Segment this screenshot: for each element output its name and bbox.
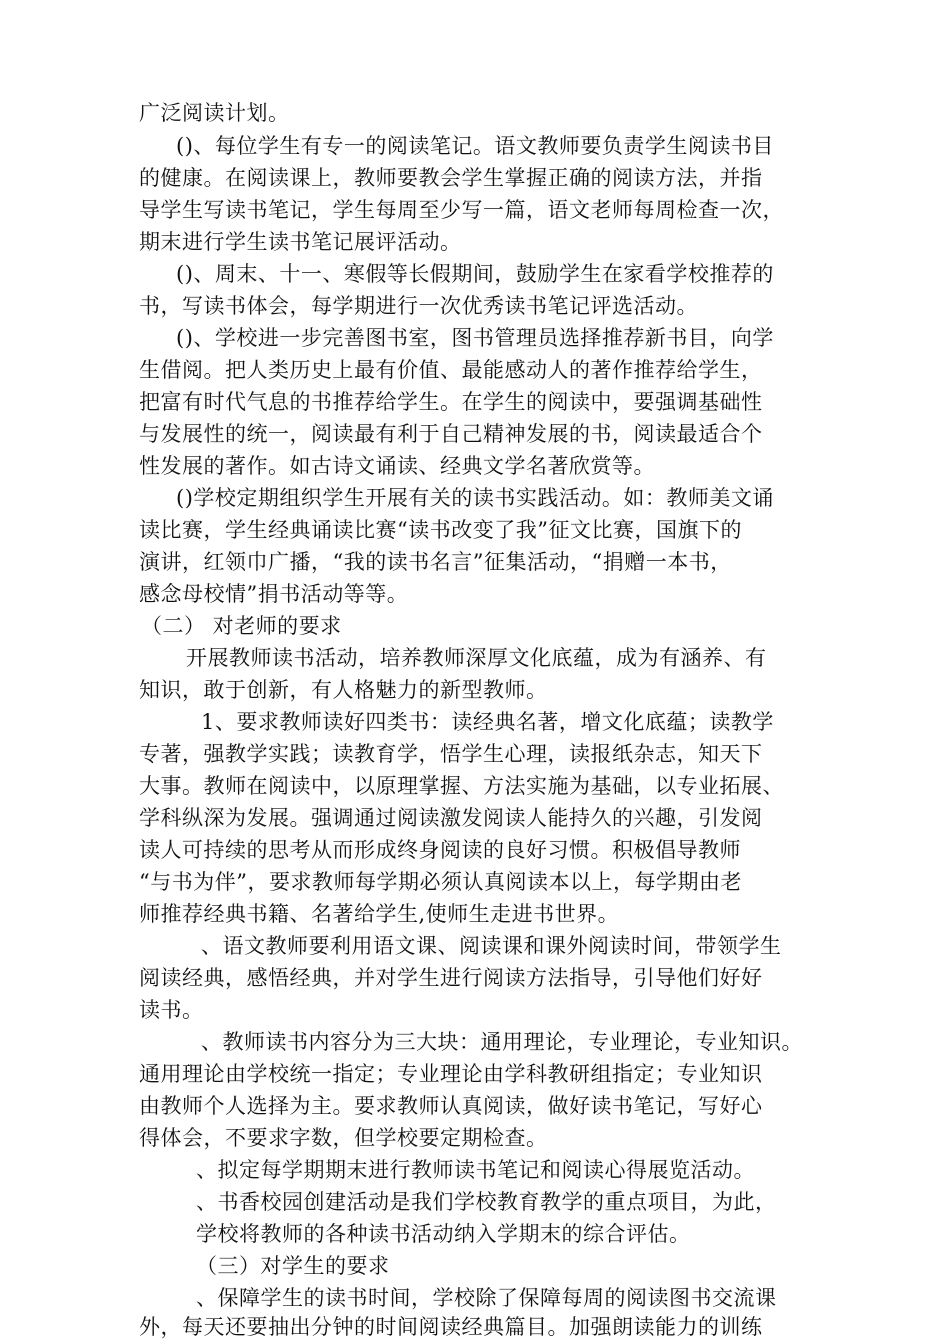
text-line: 通用理论由学校统一指定；专业理论由学科教研组指定；专业知识 xyxy=(139,1062,763,1086)
text-line: 把富有时代气息的书推荐给学生。在学生的阅读中，要强调基础性 xyxy=(139,390,763,414)
text-line: 生借阅。把人类历史上最有价值、最能感动人的著作推荐给学生， xyxy=(139,358,763,382)
text-line: 读书。 xyxy=(139,998,204,1022)
text-line: 与发展性的统一，阅读最有利于自己精神发展的书，阅读最适合个 xyxy=(139,422,763,446)
text-line: 性发展的著作。如古诗文诵读、经典文学名著欣赏等。 xyxy=(139,454,655,478)
text-line: 大事。教师在阅读中，以原理掌握、方法实施为基础，以专业拓展、 xyxy=(139,774,784,798)
text-line: 的健康。在阅读课上，教师要教会学生掌握正确的阅读方法，并指 xyxy=(139,166,763,190)
text-line: ()学校定期组织学生开展有关的读书实践活动。如：教师美文诵 xyxy=(176,486,774,510)
text-line: 外，每天还要抽出分钟的时间阅读经典篇目。加强朗读能力的训练 xyxy=(139,1315,763,1339)
text-line: 广泛阅读计划。 xyxy=(139,101,290,125)
text-line: 书，写读书体会，每学期进行一次优秀读书笔记评选活动。 xyxy=(139,294,698,318)
text-line: 期末进行学生读书笔记展评活动。 xyxy=(139,230,462,254)
text-line: 、拟定每学期期末进行教师读书笔记和阅读心得展览活动。 xyxy=(196,1158,755,1182)
text-line: 导学生写读书笔记，学生每周至少写一篇，语文老师每周检查一次， xyxy=(139,198,784,222)
text-line: 专著，强教学实践；读教育学，悟学生心理，读报纸杂志，知天下 xyxy=(139,742,763,766)
text-line: ()、每位学生有专一的阅读笔记。语文教师要负责学生阅读书目 xyxy=(176,134,774,158)
text-line: ()、周末、十一、寒假等长假期间，鼓励学生在家看学校推荐的 xyxy=(176,262,774,286)
text-line: 、教师读书内容分为三大块：通用理论，专业理论，专业知识。 xyxy=(201,1030,803,1054)
text-line: 、书香校园创建活动是我们学校教育教学的重点项目，为此， xyxy=(196,1190,777,1214)
text-line: 学科纵深为发展。强调通过阅读激发阅读人能持久的兴趣，引发阅 xyxy=(139,806,763,830)
text-line: 读人可持续的思考从而形成终身阅读的良好习惯。积极倡导教师 xyxy=(139,838,741,862)
text-line: 得体会，不要求字数，但学校要定期检查。 xyxy=(139,1126,548,1150)
section-heading: （三）对学生的要求 xyxy=(196,1254,390,1278)
text-line: 学校将教师的各种读书活动纳入学期末的综合评估。 xyxy=(196,1222,691,1246)
text-line: 、保障学生的读书时间，学校除了保障每周的阅读图书交流课 xyxy=(196,1286,777,1310)
text-line: “与书为伴”，要求教师每学期必须认真阅读本以上，每学期由老 xyxy=(139,870,742,894)
text-line: 、语文教师要利用语文课、阅读课和课外阅读时间，带领学生 xyxy=(201,934,782,958)
text-line: 师推荐经典书籍、名著给学生,使师生走进书世界。 xyxy=(139,902,620,926)
text-line: 读比赛，学生经典诵读比赛“读书改变了我”征文比赛，国旗下的 xyxy=(139,518,742,542)
section-heading: （二） 对老师的要求 xyxy=(141,614,342,638)
text-line: 1、要求教师读好四类书：读经典名著，增文化底蕴；读教学 xyxy=(201,710,774,734)
text-line: 由教师个人选择为主。要求教师认真阅读，做好读书笔记，写好心 xyxy=(139,1094,763,1118)
text-line: 知识，敢于创新，有人格魅力的新型教师。 xyxy=(139,678,548,702)
text-line: 感念母校情”捐书活动等等。 xyxy=(139,582,409,606)
text-line: ()、学校进一步完善图书室，图书管理员选择推荐新书目，向学 xyxy=(176,326,774,350)
text-line: 开展教师读书活动，培养教师深厚文化底蕴，成为有涵养、有 xyxy=(186,646,767,670)
text-line: 演讲，红领巾广播，“我的读书名言”征集活动，“捐赠一本书， xyxy=(139,550,732,574)
text-line: 阅读经典，感悟经典，并对学生进行阅读方法指导，引导他们好好 xyxy=(139,966,763,990)
